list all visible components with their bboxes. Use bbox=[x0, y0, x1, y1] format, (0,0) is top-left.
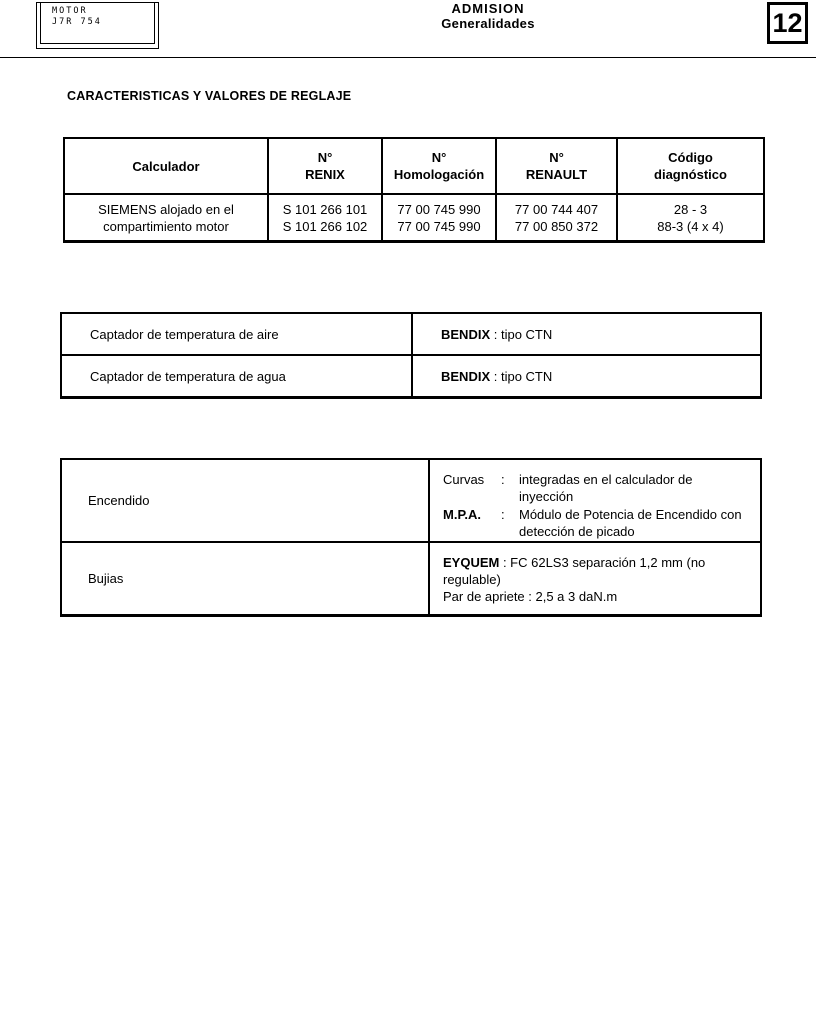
sparkplug-value bbox=[428, 543, 760, 614]
ignition-table bbox=[60, 458, 762, 617]
engine-code-box bbox=[36, 2, 159, 49]
calc-calculador-line2: compartimiento motor bbox=[103, 218, 229, 234]
engine-code: J7R 754 bbox=[52, 17, 102, 27]
chapter-number-box bbox=[767, 2, 808, 44]
sensor-row-water-value bbox=[411, 356, 760, 396]
engine-label: MOTOR bbox=[52, 6, 88, 16]
ignition-value bbox=[428, 460, 760, 543]
sensor-water-brand: BENDIX bbox=[441, 368, 491, 384]
calc-renix-line2: S 101 266 102 bbox=[282, 218, 368, 234]
sensor-row-water-label: Captador de temperatura de agua bbox=[90, 368, 286, 384]
calc-renix-line1: S 101 266 101 bbox=[282, 201, 368, 217]
sensor-row-air-label: Captador de temperatura de aire bbox=[62, 314, 411, 356]
sparkplug-spec bbox=[443, 554, 743, 588]
sparkplug-label: Bujias bbox=[88, 571, 124, 586]
ignition-curvas-key: Curvas bbox=[443, 472, 485, 487]
calc-header-homologacion bbox=[381, 139, 495, 195]
page-title bbox=[398, 1, 578, 31]
calc-header-renix bbox=[267, 139, 381, 195]
sensor-table bbox=[60, 312, 762, 399]
calc-header-renault-line1: N° bbox=[549, 150, 564, 165]
sensor-air-type: : tipo CTN bbox=[490, 326, 553, 342]
calc-cell-codigo bbox=[616, 195, 763, 240]
ignition-mpa-key: M.P.A. bbox=[443, 507, 482, 522]
calc-renault-line1: 77 00 744 407 bbox=[514, 201, 599, 217]
calc-header-homologacion-line2: Homologación bbox=[393, 167, 485, 182]
sparkplug-brand: EYQUEM bbox=[443, 555, 500, 570]
calc-codigo-line2: 88-3 (4 x 4) bbox=[657, 218, 724, 234]
calc-cell-renix bbox=[267, 195, 381, 240]
calc-homologacion-line2: 77 00 745 990 bbox=[397, 218, 481, 234]
calc-header-codigo-line2: diagnóstico bbox=[654, 167, 727, 182]
calc-header-renix-line1: N° bbox=[317, 150, 333, 165]
calc-homologacion-line1: 77 00 745 990 bbox=[397, 201, 481, 217]
calc-header-calculador-line: Calculador bbox=[132, 158, 200, 174]
calc-header-codigo-line1: Código bbox=[668, 150, 713, 165]
header-divider bbox=[0, 57, 816, 58]
calculator-table bbox=[63, 137, 765, 243]
calc-cell-renault bbox=[495, 195, 616, 240]
ignition-curvas-colon: : bbox=[501, 472, 505, 487]
sensor-air-brand: BENDIX bbox=[441, 326, 491, 342]
sparkplug-spec-text: : FC 62LS3 separación 1,2 mm (no regulable) bbox=[443, 555, 706, 587]
section-title: CARACTERISTICAS Y VALORES DE REGLAJE bbox=[67, 89, 352, 103]
sensor-water-type: : tipo CTN bbox=[490, 368, 553, 384]
chapter-number: 12 bbox=[772, 7, 803, 38]
ignition-specs bbox=[443, 471, 748, 540]
calc-header-renault-line2: RENAULT bbox=[525, 167, 588, 182]
calc-header-codigo bbox=[616, 139, 763, 195]
calc-calculador-line1: SIEMENS alojado en el bbox=[98, 201, 234, 217]
ignition-mpa-text: Módulo de Potencia de Encendido con detección de picado bbox=[519, 507, 742, 539]
calc-header-renault bbox=[495, 139, 616, 195]
calc-header-homologacion-line1: N° bbox=[431, 150, 447, 165]
page-title-main: ADMISION bbox=[451, 1, 525, 16]
calc-header-renix-line2: RENIX bbox=[305, 167, 345, 182]
ignition-mpa-colon: : bbox=[501, 507, 505, 522]
calc-codigo-line1: 28 - 3 bbox=[673, 201, 708, 217]
calc-renault-line2: 77 00 850 372 bbox=[514, 218, 599, 234]
page-title-sub: Generalidades bbox=[441, 16, 535, 31]
calc-header-calculador bbox=[65, 139, 267, 195]
ignition-curvas-text: integradas en el calculador de inyección bbox=[519, 472, 693, 504]
calc-cell-calculador bbox=[65, 195, 267, 240]
sparkplug-torque: Par de apriete : 2,5 a 3 daN.m bbox=[443, 589, 618, 604]
calc-cell-homologacion bbox=[381, 195, 495, 240]
engine-code-inner-frame bbox=[40, 2, 155, 44]
sensor-row-air-value bbox=[411, 314, 760, 356]
ignition-label: Encendido bbox=[62, 460, 428, 543]
